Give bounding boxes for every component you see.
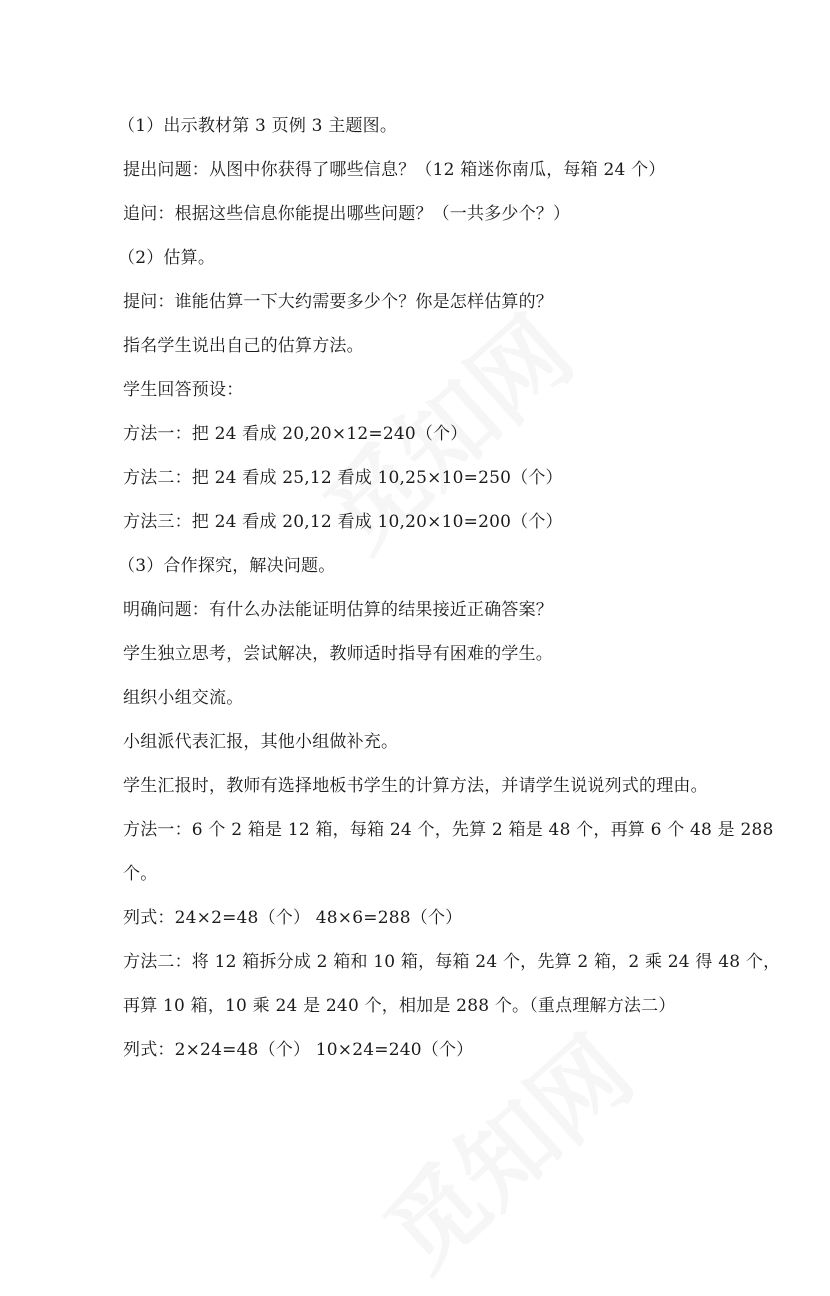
paragraph: 组织小组交流。: [123, 688, 244, 708]
method-line-continued: 个。: [123, 864, 158, 884]
method-line: 方法一：把 24 看成 20,20×12=240（个）: [123, 424, 468, 444]
step-heading: （3）合作探究，解决问题。: [118, 556, 336, 576]
step-heading: （1）出示教材第 3 页例 3 主题图。: [118, 116, 398, 136]
method-line: 方法二：将 12 箱拆分成 2 箱和 10 箱，每箱 24 个，先算 2 箱，2 乘 24 得 48 个，: [123, 952, 781, 972]
paragraph: 学生独立思考，尝试解决，教师适时指导有困难的学生。: [123, 644, 553, 664]
step-heading: （2）估算。: [118, 248, 216, 268]
method-line-continued: 再算 10 箱，10 乘 24 是 240 个，相加是 288 个。（重点理解方法二）: [123, 996, 676, 1016]
paragraph: 学生回答预设：: [123, 380, 244, 400]
paragraph: 提问：谁能估算一下大约需要多少个？你是怎样估算的？: [123, 292, 553, 312]
method-line: 方法一：6 个 2 箱是 12 箱，每箱 24 个，先算 2 箱是 48 个，再算 6 个 48 是 288: [123, 820, 774, 840]
formula-line: 列式：2×24=48（个） 10×24=240（个）: [123, 1040, 474, 1060]
paragraph: 小组派代表汇报，其他小组做补充。: [123, 732, 399, 752]
paragraph: 明确问题：有什么办法能证明估算的结果接近正确答案？: [123, 600, 553, 620]
formula-line: 列式：24×2=48（个） 48×6=288（个）: [123, 908, 463, 928]
paragraph: 提出问题：从图中你获得了哪些信息？（12 箱迷你南瓜，每箱 24 个）: [123, 160, 666, 180]
method-line: 方法二：把 24 看成 25,12 看成 10,25×10=250（个）: [123, 468, 563, 488]
paragraph: 追问：根据这些信息你能提出哪些问题？（一共多少个？）: [123, 204, 571, 224]
method-line: 方法三：把 24 看成 20,12 看成 10,20×10=200（个）: [123, 512, 563, 532]
paragraph: 学生汇报时，教师有选择地板书学生的计算方法，并请学生说说列式的理由。: [123, 776, 708, 796]
paragraph: 指名学生说出自己的估算方法。: [123, 336, 364, 356]
